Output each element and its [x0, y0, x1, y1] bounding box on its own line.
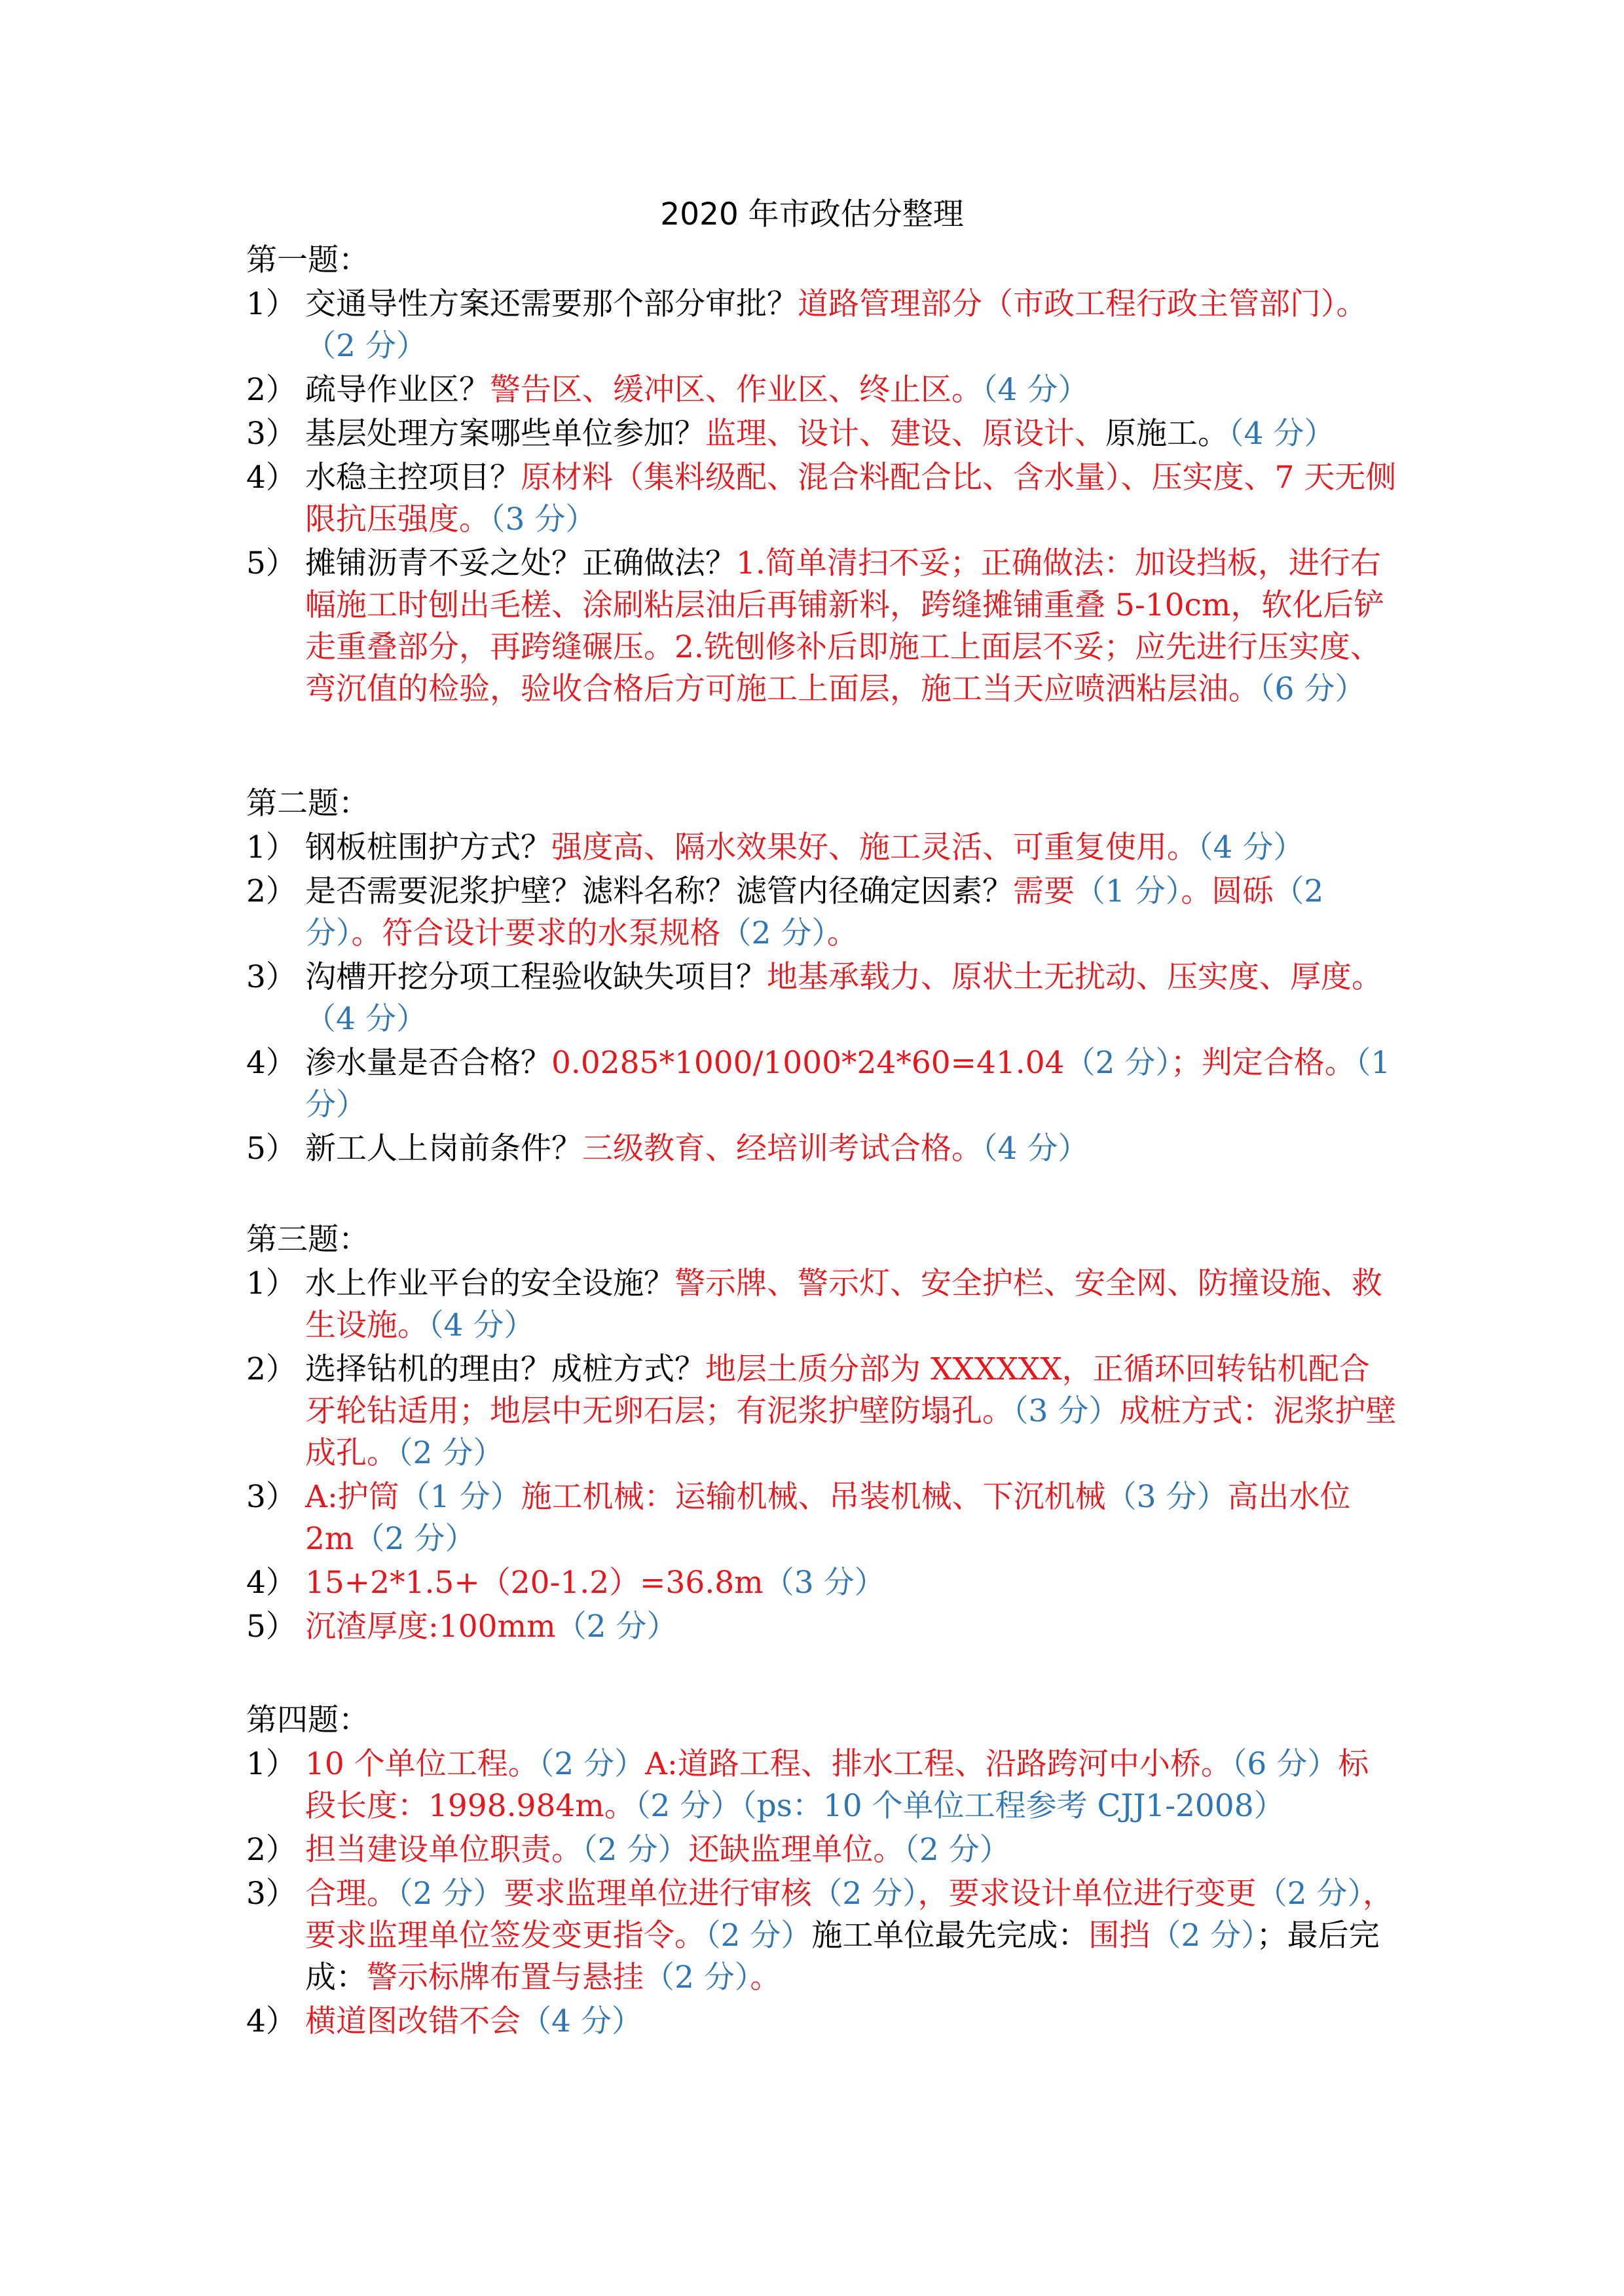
- item-number: 3）: [246, 1876, 297, 1912]
- question-item: [246, 957, 1399, 1040]
- score-text: （2 分）: [397, 1435, 504, 1471]
- question-text: 选择钻机的理由？成桩方式？: [305, 1351, 705, 1387]
- item-number: 5）: [246, 1609, 297, 1645]
- section-heading: 第一题：: [246, 242, 369, 278]
- item-text: [305, 1479, 1360, 1557]
- answer-text: 道路管理部分（市政工程行政主管部门）。: [798, 286, 1367, 322]
- answer-text: 围挡: [1088, 1918, 1151, 1954]
- question-item: [246, 283, 1399, 367]
- score-text: （3 分）: [1105, 1479, 1228, 1515]
- answer-text: 。符合设计要求的水泵规格: [351, 915, 721, 951]
- question-section-3: [246, 1219, 1399, 1650]
- section-heading: 第二题：: [246, 786, 369, 822]
- item-text: [305, 545, 1384, 707]
- question-text: 渗水量是否合格？: [305, 1045, 551, 1081]
- answer-text: 地基承载力、原状土无扰动、压实度、厚度。: [767, 959, 1382, 995]
- answer-text: 需要: [1013, 873, 1075, 909]
- score-text: （4 分）: [521, 2003, 642, 2039]
- item-text: [305, 829, 1304, 866]
- score-text: （2 分）: [397, 1876, 504, 1912]
- question-text: 原施工。: [1105, 416, 1228, 452]
- score-text: （4 分）: [1198, 829, 1304, 866]
- score-text: （4 分）: [1228, 416, 1335, 452]
- item-number: 3）: [246, 959, 297, 995]
- answer-text: 标段长度：1998.984m。: [305, 1746, 1369, 1824]
- answer-text: 高出水位 2m: [305, 1479, 1361, 1557]
- score-text: （1 分）: [1075, 873, 1181, 909]
- item-text: [305, 416, 1335, 452]
- item-number: 5）: [246, 545, 297, 581]
- question-item: [246, 369, 1399, 411]
- item-number: 4）: [246, 1045, 297, 1081]
- item-text: [305, 1565, 885, 1601]
- score-text: （2 分）: [904, 1832, 1010, 1868]
- question-item: [246, 1562, 1399, 1604]
- item-text: [305, 1351, 1396, 1471]
- score-text: （2 分）: [644, 1959, 750, 1995]
- answer-text: 监理、设计、建设、原设计、: [705, 416, 1105, 452]
- score-text: （1 分）: [399, 1479, 521, 1515]
- item-number: 4）: [246, 1565, 297, 1601]
- item-text: [305, 1131, 1088, 1167]
- question-text: 施工单位最先完成：: [811, 1918, 1089, 1954]
- item-text: [305, 1832, 1010, 1868]
- answer-text: ，要求监理单位签发变更指令。: [305, 1876, 1394, 1954]
- question-text: ；最后完成：: [305, 1918, 1380, 1995]
- score-text: （2 分）（ps：10 个单位工程参考 CJJ1-2008）: [635, 1788, 1285, 1824]
- item-text: [305, 959, 1382, 1037]
- question-text: 水上作业平台的安全设施？: [305, 1266, 674, 1302]
- question-item: [246, 1042, 1399, 1126]
- answer-text: 地层土质分部为 XXXXXX，正循环回转钻机配合牙轮钻适用；地层中无卵石层；有泥浆护壁防塌孔。: [305, 1351, 1370, 1429]
- answer-text: 担当建设单位职责。: [305, 1832, 582, 1868]
- answer-text: A:护筒: [305, 1479, 399, 1515]
- question-item: [246, 1829, 1399, 1871]
- score-text: （2 分）: [305, 873, 1334, 951]
- answer-text: 还缺监理单位。: [688, 1832, 904, 1868]
- item-text: [305, 460, 1396, 538]
- item-number: 5）: [246, 1131, 297, 1167]
- item-number: 1）: [246, 1746, 297, 1782]
- item-number: 2）: [246, 873, 297, 909]
- question-section-2: [246, 783, 1399, 1172]
- answer-text: 10 个单位工程。: [305, 1746, 539, 1782]
- item-text: [305, 1876, 1393, 1995]
- question-text: 水稳主控项目？: [305, 460, 521, 496]
- answer-text: 警示牌、警示灯、安全护栏、安全网、防撞设施、救生设施。: [305, 1266, 1382, 1343]
- answer-text: 。: [750, 1959, 781, 1995]
- question-item: [246, 543, 1399, 710]
- score-text: （1 分）: [305, 1045, 1401, 1123]
- score-text: （4 分）: [428, 1307, 535, 1343]
- answer-text: 警告区、缓冲区、作业区、终止区。: [490, 372, 982, 408]
- score-text: （2 分）: [811, 1876, 918, 1912]
- question-item: [246, 1873, 1399, 1999]
- answer-text: 0.0285*1000/1000*24*60=41.04: [551, 1045, 1065, 1081]
- answer-text: 施工机械：运输机械、吊装机械、下沉机械: [521, 1479, 1106, 1515]
- item-text: [305, 286, 1367, 364]
- question-text: 沟槽开挖分项工程验收缺失项目？: [305, 959, 767, 995]
- answer-text: 横道图改错不会: [305, 2003, 521, 2039]
- item-number: 3）: [246, 1479, 297, 1515]
- item-number: 2）: [246, 372, 297, 408]
- question-item: [246, 827, 1399, 869]
- item-text: [305, 372, 1088, 408]
- score-text: （2 分）: [354, 1521, 476, 1557]
- question-text: 基层处理方案哪些单位参加？: [305, 416, 705, 452]
- answer-text: 原材料（集料级配、混合料配合比、含水量）、压实度、7 天无侧限抗压强度。: [305, 460, 1397, 538]
- section-heading: 第四题：: [246, 1702, 369, 1738]
- score-text: （2 分）: [538, 1746, 646, 1782]
- answer-text: 合理。: [305, 1876, 397, 1912]
- section-heading: 第三题：: [246, 1222, 369, 1258]
- item-number: 1）: [246, 286, 297, 322]
- score-text: （2 分）: [555, 1609, 678, 1645]
- question-item: [246, 871, 1399, 955]
- question-text: 新工人上岗前条件？: [305, 1131, 582, 1167]
- item-text: [305, 1609, 678, 1645]
- question-item: [246, 1476, 1399, 1560]
- answer-text: 三级教育、经培训考试合格。: [582, 1131, 982, 1167]
- question-item: [246, 457, 1399, 541]
- score-text: （4 分）: [305, 1001, 427, 1037]
- score-text: （2 分）: [1256, 1876, 1363, 1912]
- question-text: 是否需要泥浆护壁？滤料名称？滤管内径确定因素？: [305, 873, 1013, 909]
- question-item: [246, 1349, 1399, 1474]
- item-text: [305, 873, 1333, 951]
- answer-text: 警示标牌布置与悬挂: [367, 1959, 644, 1995]
- question-section-1: [246, 240, 1399, 712]
- answer-text: A:道路工程、排水工程、沿路跨河中小桥。: [645, 1746, 1232, 1782]
- item-number: 4）: [246, 2003, 297, 2039]
- score-text: （2 分）: [582, 1832, 689, 1868]
- answer-text: 成桩方式：泥浆护壁成孔。: [305, 1393, 1397, 1471]
- score-text: （2 分）: [1150, 1918, 1257, 1954]
- answer-text: ；判定合格。: [1170, 1045, 1356, 1081]
- item-number: 3）: [246, 416, 297, 452]
- answer-text: 。: [826, 915, 858, 951]
- answer-text: 要求监理单位进行审核: [504, 1876, 812, 1912]
- score-text: （2 分）: [720, 915, 827, 951]
- question-text: 交通导性方案还需要那个部分审批？: [305, 286, 798, 322]
- question-item: [246, 1743, 1399, 1827]
- score-text: （3 分）: [763, 1565, 885, 1601]
- item-text: [305, 1746, 1369, 1824]
- answer-text: ，要求设计单位进行变更: [917, 1876, 1257, 1912]
- score-text: （3 分）: [1013, 1393, 1120, 1429]
- score-text: （3 分）: [490, 501, 597, 538]
- question-item: [246, 1263, 1399, 1347]
- question-text: 疏导作业区？: [305, 372, 490, 408]
- item-number: 2）: [246, 1832, 297, 1868]
- item-text: [305, 1045, 1400, 1123]
- score-text: （4 分）: [982, 1131, 1089, 1167]
- answer-text: 强度高、隔水效果好、施工灵活、可重复使用。: [551, 829, 1198, 866]
- question-item: [246, 413, 1399, 455]
- question-section-4: [246, 1700, 1399, 2045]
- answer-text: 。圆砾: [1181, 873, 1274, 909]
- item-text: [305, 1266, 1382, 1343]
- item-text: [305, 2003, 642, 2039]
- score-text: （2 分）: [705, 1918, 812, 1954]
- score-text: （2 分）: [1064, 1045, 1171, 1081]
- score-text: （6 分）: [1259, 671, 1366, 707]
- document-title: 2020 年市政估分整理: [660, 196, 964, 232]
- question-item: [246, 2001, 1399, 2043]
- item-number: 2）: [246, 1351, 297, 1387]
- score-text: （2 分）: [305, 328, 427, 364]
- item-number: 1）: [246, 1266, 297, 1302]
- answer-text: 1.简单清扫不妥；正确做法：加设挡板，进行右幅施工时刨出毛槎、涂刷粘层油后再铺新料，跨缝摊铺重叠 5-10cm，软化后铲走重叠部分，再跨缝碾压。2.铣刨修补后即施工上面层不妥；应先进行压实度、弯沉值的检验，验收合格后方可施工上面层，施工当天应喷洒粘层油。: [305, 545, 1385, 707]
- score-text: （4 分）: [982, 372, 1089, 408]
- question-item: [246, 1606, 1399, 1648]
- question-item: [246, 1128, 1399, 1170]
- score-text: （6 分）: [1231, 1746, 1338, 1782]
- question-text: 摊铺沥青不妥之处？正确做法？: [305, 545, 736, 581]
- answer-text: 15+2*1.5+（20-1.2）=36.8m: [305, 1565, 764, 1601]
- question-text: 钢板桩围护方式？: [305, 829, 551, 866]
- item-number: 1）: [246, 829, 297, 866]
- answer-text: 沉渣厚度:100mm: [305, 1609, 556, 1645]
- item-number: 4）: [246, 460, 297, 496]
